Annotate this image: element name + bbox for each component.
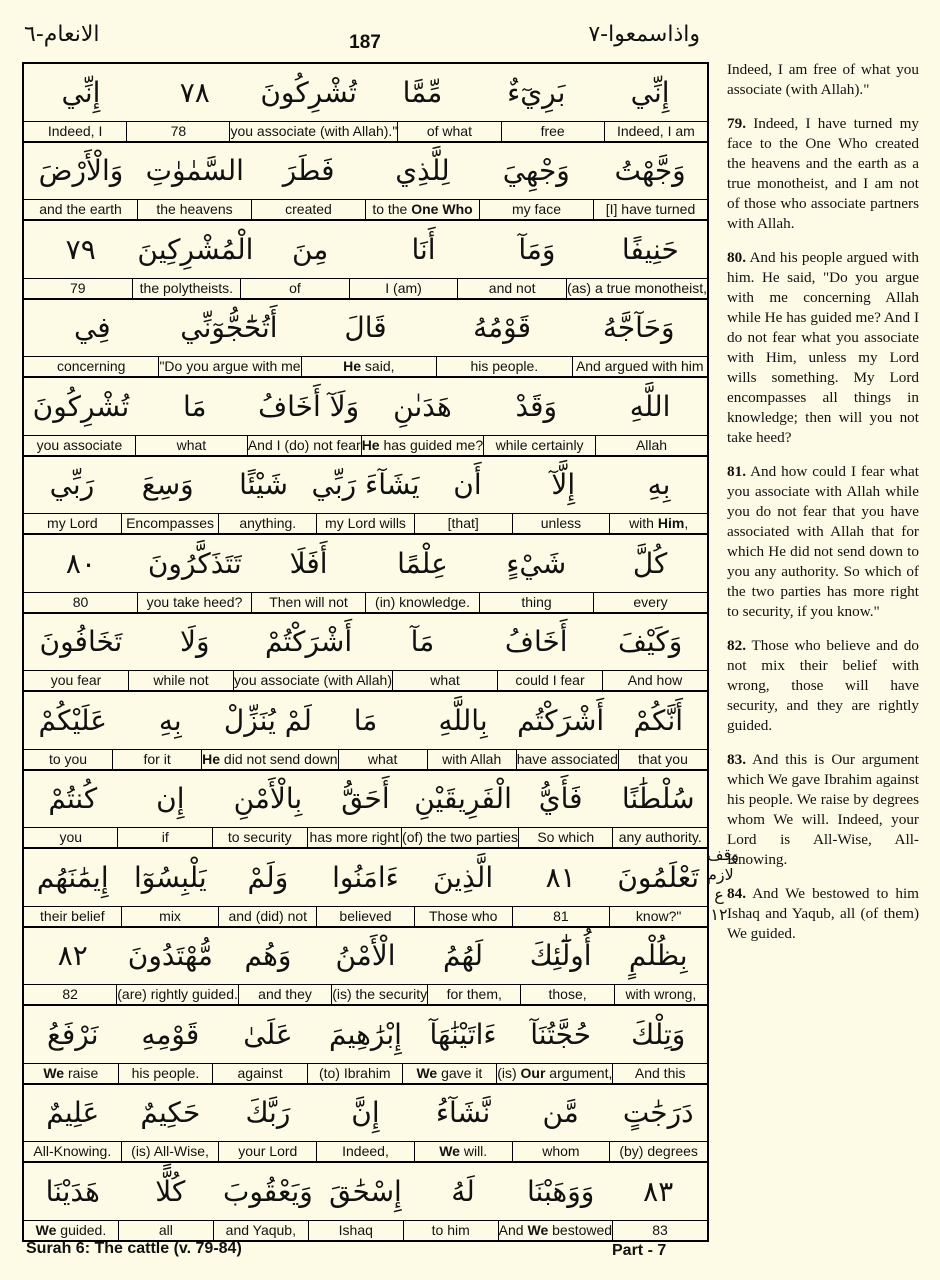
- translation-text: And We bestowed to him Ishaq and Yaqub, all (of them) We guided.: [727, 885, 919, 942]
- arabic-word: مِّمَّا: [402, 75, 443, 109]
- surah-name-arabic: الانعام-٦: [24, 22, 100, 47]
- arabic-word: بِاللَّهِ: [438, 703, 488, 737]
- arabic-word: وَسِعَ: [141, 468, 194, 502]
- arabic-word: يَشَآءَ رَبِّي: [311, 468, 420, 502]
- english-gloss-line: [24, 357, 707, 376]
- verse-number: 81.: [727, 463, 746, 480]
- english-gloss-line: [24, 1064, 707, 1083]
- arabic-word: إِنَّ: [351, 1096, 380, 1130]
- english-gloss: every: [593, 593, 707, 612]
- english-gloss: with Him,: [609, 514, 707, 533]
- english-gloss: the heavens: [137, 200, 251, 219]
- english-gloss-line: [24, 122, 707, 141]
- arabic-word: فَأَيُّ: [538, 782, 583, 816]
- arabic-word: وَجَّهْتُ: [614, 154, 686, 188]
- arabic-word: أُولَٰٓئِكَ: [529, 939, 592, 973]
- grid-row: [24, 1085, 707, 1164]
- arabic-word: مُّهْتَدُونَ: [127, 939, 213, 973]
- translation-paragraph: [727, 884, 919, 944]
- arabic-word: حَكِيمٌ: [140, 1096, 201, 1130]
- arabic-word: وَجْهِيَ: [502, 154, 570, 188]
- grid-row: [24, 692, 707, 771]
- english-gloss: if: [117, 828, 212, 847]
- english-gloss: what: [338, 750, 427, 769]
- english-gloss: Those who: [414, 907, 512, 926]
- arabic-word: حَنِيفًا: [621, 232, 679, 266]
- grid-row: [24, 1006, 707, 1085]
- english-gloss: against: [212, 1064, 307, 1083]
- english-gloss: to security: [212, 828, 307, 847]
- verse-number: 82.: [727, 637, 746, 654]
- english-gloss: (of) the two parties: [402, 829, 518, 845]
- translation-column: [727, 60, 919, 958]
- arabic-word: وَمَآ: [518, 232, 556, 266]
- english-gloss: for it: [112, 750, 201, 769]
- english-gloss: unless: [512, 514, 610, 533]
- arabic-word: ءَاتَيْنَٰهَآ: [429, 1017, 497, 1051]
- english-gloss: Ishaq: [308, 1221, 403, 1240]
- arabic-word: ٧٨: [179, 75, 210, 109]
- english-gloss: his people.: [436, 357, 571, 376]
- arabic-word: الَّذِينَ: [432, 860, 494, 894]
- arabic-word: فِي: [73, 311, 111, 345]
- footer-part: Part - 7: [612, 1242, 667, 1259]
- translation-text: And how could I fear what you associate with Allah while you do not fear that you have associated with Allah that for which He did not send down to you any authority. So which of the two parties has more right to security, if you know.": [727, 463, 919, 620]
- english-gloss-line: [24, 279, 707, 298]
- translation-paragraph: [727, 248, 919, 448]
- english-gloss: (is) All-Wise,: [121, 1142, 219, 1161]
- arabic-line: [24, 928, 707, 986]
- english-gloss: (to) Ibrahim: [307, 1064, 402, 1083]
- english-gloss: (are) rightly guided.: [117, 986, 238, 1002]
- english-gloss: your Lord: [218, 1142, 316, 1161]
- arabic-word: أَنَا: [411, 232, 436, 266]
- english-gloss: 82: [24, 985, 116, 1004]
- english-gloss: [I] have turned: [593, 200, 707, 219]
- verse-number: 83.: [727, 751, 746, 768]
- arabic-line: [24, 1163, 707, 1221]
- english-gloss: and they: [238, 985, 331, 1004]
- arabic-word: يَلْبِسُوٓا: [133, 860, 207, 894]
- arabic-word: كُلَّ: [632, 546, 668, 580]
- english-gloss: We will.: [414, 1142, 512, 1161]
- arabic-word: أَتُحَٰٓجُّوٓنِّي: [180, 311, 278, 345]
- arabic-word: إِنِّي: [61, 75, 101, 109]
- grid-row: [24, 143, 707, 222]
- grid-row: [24, 928, 707, 1007]
- english-gloss-line: [24, 1142, 707, 1161]
- english-gloss-line: [24, 1221, 707, 1240]
- arabic-word: بِهِ: [647, 468, 671, 502]
- arabic-word: ءَامَنُوا: [332, 860, 399, 894]
- english-gloss: and Yaqub,: [213, 1221, 308, 1240]
- arabic-word: وَتِلْكَ: [631, 1017, 686, 1051]
- translation-paragraph: [727, 114, 919, 234]
- translation-text: Indeed, I have turned my face to the One Who created the heavens and the earth as a true monotheist, and I am not of those who associate partners with Allah.: [727, 115, 920, 232]
- english-gloss: to you: [24, 750, 112, 769]
- english-gloss: could I fear: [497, 671, 602, 690]
- english-gloss: you take heed?: [137, 593, 251, 612]
- english-gloss: 79: [24, 279, 132, 298]
- english-gloss: my Lord wills: [316, 514, 414, 533]
- english-gloss: while certainly: [483, 436, 595, 455]
- english-gloss: you associate (with Allah): [234, 672, 392, 688]
- grid-row: [24, 614, 707, 693]
- arabic-word: عَلَيْكُمْ: [38, 703, 107, 737]
- english-gloss: whom: [512, 1142, 610, 1161]
- english-gloss-line: [24, 593, 707, 612]
- arabic-line: [24, 300, 707, 358]
- arabic-word: فَطَرَ: [282, 154, 335, 188]
- arabic-line: [24, 614, 707, 672]
- grid-row: [24, 221, 707, 300]
- grid-row: [24, 849, 707, 928]
- arabic-line: [24, 535, 707, 593]
- grid-row: [24, 64, 707, 143]
- arabic-word: بِالْأَمْنِ: [233, 782, 303, 816]
- english-gloss: the polytheists.: [132, 279, 241, 298]
- english-gloss: "Do you argue with me: [159, 358, 301, 374]
- english-gloss: He said,: [301, 357, 436, 376]
- arabic-word: بِظُلْمٍ: [628, 939, 688, 973]
- english-gloss: any authority.: [612, 828, 707, 847]
- english-gloss: what: [392, 671, 497, 690]
- translation-text: And this is Our argument which We gave Ibrahim against his people. We raise by degrees whom We will. Indeed, your Lord is All-Wise, All-Knowing.: [727, 751, 919, 868]
- english-gloss: has more right: [307, 828, 402, 847]
- arabic-word: ٨٣: [643, 1174, 674, 1208]
- arabic-word: وَلَمْ: [247, 860, 289, 894]
- english-gloss: Allah: [595, 436, 707, 455]
- arabic-word: تَعْلَمُونَ: [617, 860, 700, 894]
- english-gloss: to him: [403, 1221, 498, 1240]
- english-gloss-line: [24, 828, 707, 847]
- english-gloss: And how: [602, 671, 707, 690]
- verse-number: 84.: [727, 885, 746, 902]
- arabic-word: ٨٢: [57, 939, 88, 973]
- english-gloss: (is) the security: [332, 986, 428, 1002]
- english-gloss: (is) Our argument,: [497, 1064, 613, 1081]
- arabic-line: [24, 1006, 707, 1064]
- arabic-word: الْمُشْرِكِينَ: [137, 232, 254, 266]
- grid-row: [24, 771, 707, 850]
- arabic-word: مَا: [353, 703, 378, 737]
- english-gloss: of what: [397, 122, 500, 141]
- english-gloss: their belief: [24, 907, 121, 926]
- english-gloss-line: [24, 671, 707, 690]
- arabic-line: [24, 849, 707, 907]
- arabic-word: نَّشَآءُ: [435, 1096, 491, 1130]
- english-gloss: Then will not: [251, 593, 365, 612]
- translation-paragraph: [727, 750, 919, 870]
- arabic-word: وَلَآ أَخَافُ: [258, 389, 360, 423]
- english-gloss: and not: [457, 279, 566, 298]
- arabic-word: إِن: [156, 782, 185, 816]
- english-gloss: know?": [609, 907, 707, 926]
- arabic-word: قَوْمُهُ: [473, 311, 532, 345]
- arabic-word: الْفَرِيقَيْنِ: [414, 782, 512, 816]
- english-gloss: my Lord: [24, 514, 121, 533]
- arabic-word: إِيمَٰنَهُم: [36, 860, 109, 894]
- english-gloss-line: [24, 985, 707, 1004]
- grid-row: [24, 457, 707, 536]
- arabic-word: تَخَافُونَ: [39, 625, 123, 659]
- arabic-word: شَيْئًا: [239, 468, 289, 502]
- arabic-word: وَالْأَرْضَ: [38, 154, 124, 188]
- arabic-word: وَهُم: [244, 939, 292, 973]
- english-gloss: those,: [520, 985, 613, 1004]
- english-gloss: anything.: [218, 514, 316, 533]
- english-gloss-line: [24, 750, 707, 769]
- arabic-word: رَبَّكَ: [245, 1096, 291, 1130]
- english-gloss: 83: [612, 1221, 707, 1240]
- translation-text: Indeed, I am free of what you associate (with Allah).": [727, 61, 919, 98]
- arabic-word: إِنِّي: [630, 75, 670, 109]
- english-gloss: what: [135, 436, 247, 455]
- arabic-word: أَشْرَكْتُم: [517, 703, 605, 737]
- english-gloss: have associated: [516, 750, 618, 767]
- arabic-word: إِبْرَٰهِيمَ: [329, 1017, 402, 1051]
- english-gloss: free: [501, 122, 604, 141]
- arabic-word: وَكَيْفَ: [617, 625, 683, 659]
- english-gloss-line: [24, 514, 707, 533]
- arabic-word: اللَّهِ: [629, 389, 671, 423]
- arabic-word: إِلَّآ: [551, 468, 576, 502]
- arabic-word: ٧٩: [65, 232, 96, 266]
- english-gloss: created: [251, 200, 365, 219]
- english-gloss: All-Knowing.: [24, 1142, 121, 1161]
- arabic-word: وَحَآجَّهُ: [602, 311, 675, 345]
- english-gloss: And I (do) not fear: [247, 436, 361, 453]
- arabic-word: أَن: [453, 468, 482, 502]
- arabic-word: حُجَّتُنَآ: [530, 1017, 592, 1051]
- english-gloss: 78: [126, 122, 229, 141]
- page-header: [0, 0, 940, 62]
- translation-paragraph: [727, 462, 919, 622]
- arabic-word: قَوْمِهِ: [141, 1017, 200, 1051]
- arabic-word: لَهُ: [451, 1174, 475, 1208]
- english-gloss: Indeed, I: [24, 122, 126, 141]
- arabic-line: [24, 771, 707, 829]
- arabic-word: ٨٠: [65, 546, 96, 580]
- english-gloss: believed: [316, 907, 414, 926]
- arabic-word: بِهِ: [158, 703, 182, 737]
- english-gloss: Indeed, I am: [604, 122, 707, 141]
- english-gloss: Encompasses: [121, 514, 219, 533]
- juz-name-arabic: واذاسمعوا-٧: [588, 22, 700, 47]
- grid-row: [24, 1163, 707, 1242]
- arabic-word: وَيَعْقُوبَ: [222, 1174, 313, 1208]
- ruku-margin-mark: وقف لازم ع ١٢: [707, 845, 739, 924]
- english-gloss: concerning: [24, 357, 158, 376]
- arabic-word: أَشْرَكْتُمْ: [265, 625, 353, 659]
- english-gloss: He did not send down: [202, 750, 338, 767]
- arabic-word: تُشْرِكُونَ: [260, 75, 357, 109]
- english-gloss: you associate: [24, 436, 135, 455]
- english-gloss: Indeed,: [316, 1142, 414, 1161]
- english-gloss: And We bestowed: [498, 1221, 613, 1238]
- arabic-word: لَهُمُ: [443, 939, 484, 973]
- english-gloss: mix: [121, 907, 219, 926]
- english-gloss: He has guided me?: [361, 436, 484, 453]
- english-gloss: and the earth: [24, 200, 137, 219]
- verse-number: 80.: [727, 249, 746, 266]
- arabic-word: كُنتُمْ: [48, 782, 98, 816]
- arabic-word: أَنَّكُمْ: [633, 703, 684, 737]
- english-gloss: with Allah: [427, 750, 516, 769]
- arabic-word: تُشْرِكُونَ: [32, 389, 130, 423]
- arabic-word: دَرَجَٰتٍ: [622, 1096, 694, 1130]
- arabic-word: ٨١: [545, 860, 576, 894]
- verse-number: 79.: [727, 115, 746, 132]
- english-gloss: We guided.: [24, 1221, 118, 1240]
- english-gloss: 81: [512, 907, 610, 926]
- english-gloss: you fear: [24, 671, 128, 690]
- footer-surah: Surah 6: The cattle (v. 79-84): [26, 1240, 242, 1257]
- english-gloss: And this: [612, 1064, 707, 1083]
- arabic-line: [24, 457, 707, 515]
- arabic-word: قَالَ: [344, 311, 387, 345]
- arabic-word: وَلَا: [180, 625, 210, 659]
- english-gloss: And argued with him: [572, 357, 707, 376]
- english-gloss: to the One Who: [365, 200, 479, 219]
- english-gloss: I (am): [349, 279, 458, 298]
- arabic-word: مِنَ: [291, 232, 329, 266]
- english-gloss: with wrong,: [614, 985, 707, 1004]
- arabic-word: تَتَذَكَّرُونَ: [147, 546, 242, 580]
- arabic-word: هَدَىٰنِ: [393, 389, 452, 423]
- translation-text: And his people argued with him. He said, "Do you argue with me concerning Allah while He has guided me? And I do not fear what you associate with Him, unless my Lord wills something. My Lord encompasses all things in knowledge; then will you not take heed?: [727, 249, 919, 446]
- english-gloss: while not: [128, 671, 233, 690]
- english-gloss: thing: [479, 593, 593, 612]
- english-gloss: and (did) not: [218, 907, 316, 926]
- english-gloss: We gave it: [402, 1064, 497, 1083]
- arabic-word: لَمْ يُنَزِّلْ: [223, 703, 312, 737]
- arabic-word: نَرْفَعُ: [46, 1017, 99, 1051]
- arabic-word: لِلَّذِي: [395, 154, 450, 188]
- arabic-word: إِسْحَٰقَ: [329, 1174, 402, 1208]
- english-gloss: my face: [479, 200, 593, 219]
- english-gloss: So which: [518, 828, 613, 847]
- arabic-line: [24, 378, 707, 436]
- arabic-word: السَّمٰوٰتِ: [145, 154, 244, 188]
- arabic-word: رَبِّي: [49, 468, 95, 502]
- english-gloss: 80: [24, 593, 137, 612]
- arabic-word: مَا: [183, 389, 207, 423]
- arabic-word: أَحَقُّ: [341, 782, 390, 816]
- arabic-line: [24, 143, 707, 201]
- arabic-word: مَّن: [542, 1096, 579, 1130]
- arabic-word: أَفَلَا: [289, 546, 328, 580]
- arabic-word: سُلْطَٰنًا: [621, 782, 695, 816]
- arabic-word: وَقَدْ: [515, 389, 558, 423]
- grid-row: [24, 535, 707, 614]
- arabic-word: شَيْءٍ: [506, 546, 567, 580]
- english-gloss: for them,: [427, 985, 520, 1004]
- translation-text: Those who believe and do not mix their belief with wrong, those will have security, and they are rightly guided.: [727, 637, 919, 734]
- english-gloss: [that]: [414, 514, 512, 533]
- arabic-line: [24, 64, 707, 122]
- page-number: 187: [349, 32, 381, 53]
- arabic-word: أَخَافُ: [504, 625, 568, 659]
- arabic-line: [24, 1085, 707, 1143]
- arabic-word: بَرِيٓءٌ: [507, 75, 566, 109]
- english-gloss-line: [24, 200, 707, 219]
- arabic-word: كُلًّا: [155, 1174, 186, 1208]
- grid-row: [24, 378, 707, 457]
- english-gloss: all: [118, 1221, 213, 1240]
- arabic-word: عَلَىٰ: [243, 1017, 293, 1051]
- arabic-word: هَدَيْنَا: [45, 1174, 100, 1208]
- arabic-word: الْأَمْنُ: [335, 939, 396, 973]
- arabic-word: مَآ: [410, 625, 435, 659]
- arabic-word: عِلْمًا: [397, 546, 448, 580]
- english-gloss: (by) degrees: [609, 1142, 707, 1161]
- english-gloss: you associate (with Allah).": [230, 122, 398, 139]
- english-gloss: you: [24, 828, 118, 847]
- grid-row: [24, 300, 707, 379]
- translation-paragraph: [727, 636, 919, 736]
- word-by-word-grid: [22, 62, 709, 1242]
- english-gloss: We raise: [24, 1064, 118, 1083]
- arabic-line: [24, 692, 707, 750]
- english-gloss: (as) a true monotheist,: [566, 279, 707, 296]
- arabic-line: [24, 221, 707, 279]
- english-gloss-line: [24, 436, 707, 455]
- english-gloss-line: [24, 907, 707, 926]
- english-gloss: his people.: [118, 1064, 213, 1083]
- english-gloss: that you: [618, 750, 707, 769]
- english-gloss: (in) knowledge.: [365, 593, 479, 612]
- english-gloss: of: [240, 279, 349, 298]
- arabic-word: عَلِيمٌ: [46, 1096, 100, 1130]
- arabic-word: وَوَهَبْنَا: [527, 1174, 595, 1208]
- translation-paragraph: [727, 60, 919, 100]
